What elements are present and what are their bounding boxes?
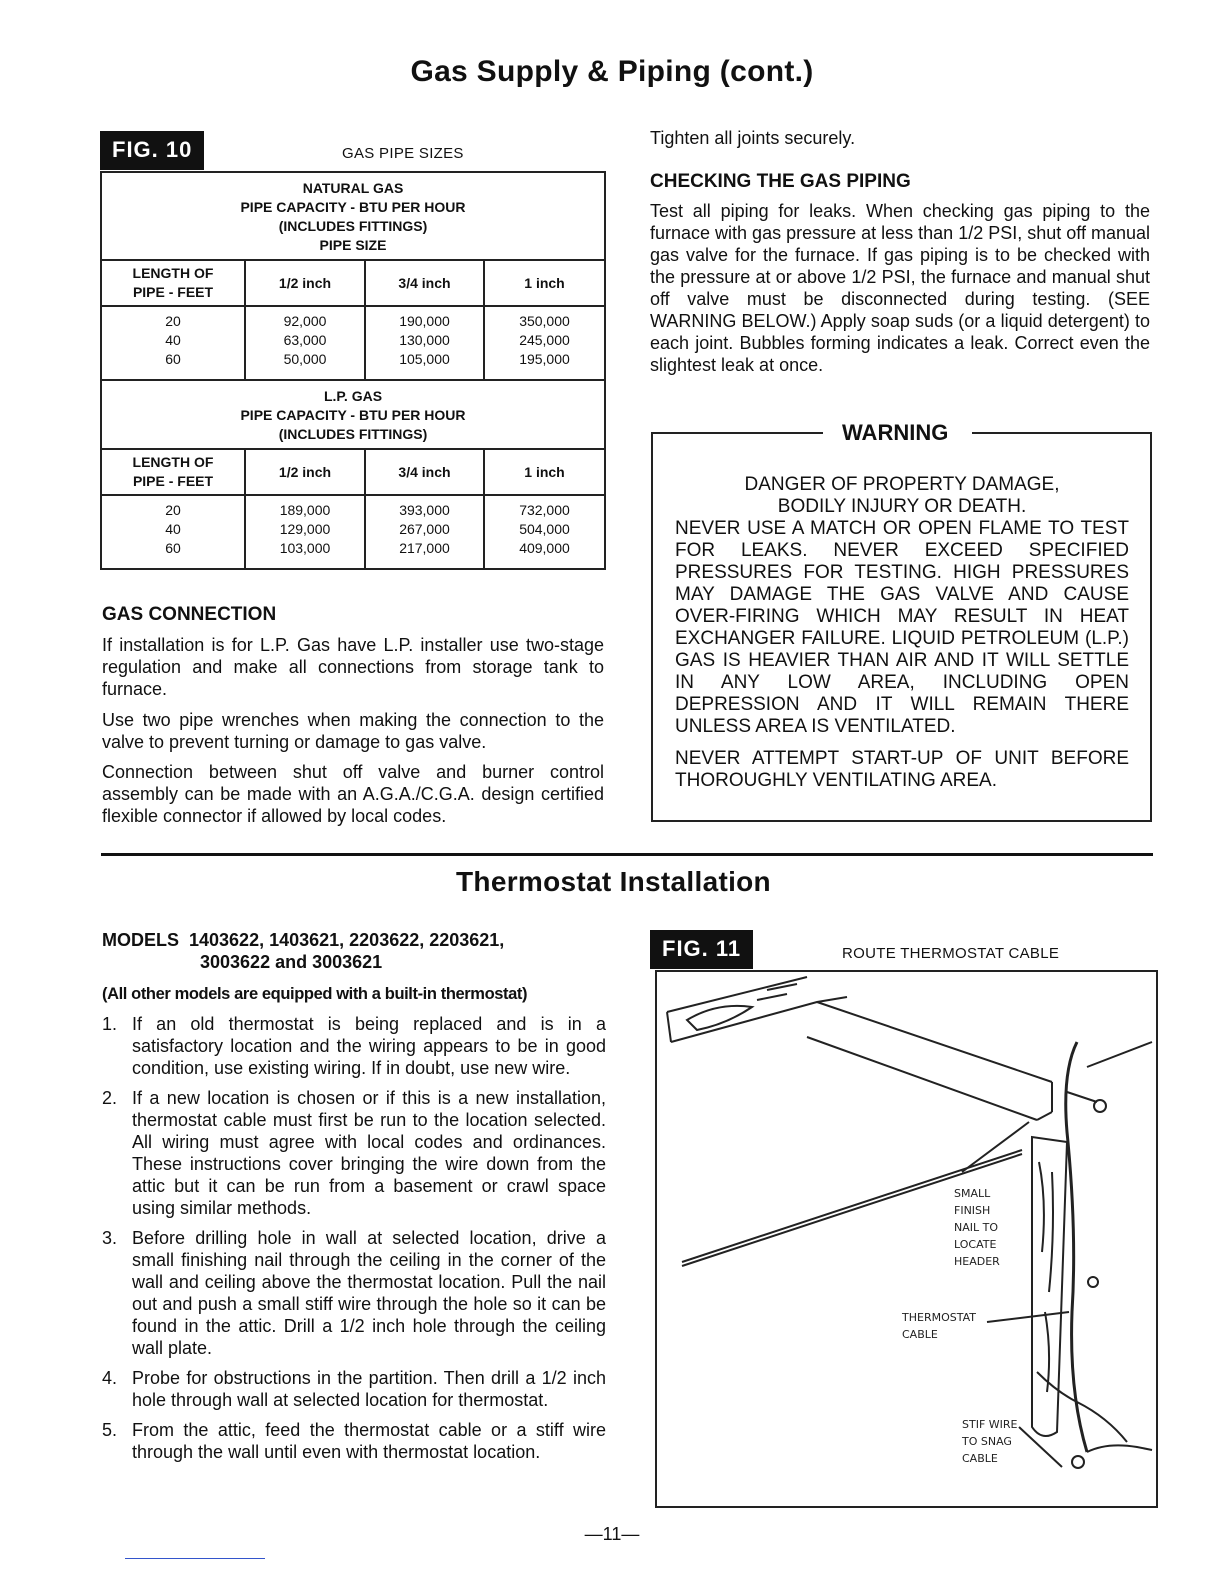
label-cable-2: CABLE	[902, 1328, 938, 1341]
lp-lengths: 20 40 60	[101, 495, 245, 569]
checking-gas-piping-text: Test all piping for leaks. When checking gas piping to the furnace with gas pressure at less than 1/2 PSI, shut off manual gas valve for the furnace. If gas piping is to be checked with the pressure at or above 1/2 PSI, the furnace and manual shut off valve must be disconnected during testing. (SEE WARNING BELOW.) Apply soap suds (or a liquid detergent) to each joint. Bubbles forming indicates a leak. Correct even the slightest leak at once.	[650, 201, 1150, 375]
list-item: 5. From the attic, feed the thermostat cable or a stiff wire through the wall until even with thermostat location.	[102, 1420, 606, 1462]
list-item: 3. Before drilling hole in wall at selected location, drive a small finishing nail through the ceiling in the corner of the wall and ceiling above the thermostat location. Pull the nail out and push a small stiff wire through the hole so it can be found in the attic. Drill a 1/2 inch hole through the ceiling wall plate.	[102, 1228, 606, 1358]
models-line-1: MODELS 1403622, 1403621, 2203622, 2203621,	[102, 930, 505, 950]
warning-title: WARNING	[842, 420, 949, 445]
label-wire-1: STIF WIRE	[962, 1418, 1018, 1431]
lp-one-values: 732,000 504,000 409,000	[484, 495, 605, 569]
warning-body-2: NEVER ATTEMPT START-UP OF UNIT BEFORE THOROUGHLY VENTILATING AREA.	[675, 748, 1129, 791]
size-one-inch: 1 inch	[484, 449, 605, 495]
page-number: —11—	[584, 1524, 640, 1544]
size-three-quarter-inch: 3/4 inch	[365, 449, 484, 495]
fig11-illustration	[655, 970, 1158, 1508]
size-three-quarter-inch: 3/4 inch	[365, 260, 484, 306]
gas-connection-heading: GAS CONNECTION	[102, 604, 277, 625]
lp-half-values: 189,000 129,000 103,000	[245, 495, 365, 569]
lp-three-quarter-values: 393,000 267,000 217,000	[365, 495, 484, 569]
lp-gas-header: L.P. GAS PIPE CAPACITY - BTU PER HOUR (INCLUDES FITTINGS)	[101, 380, 605, 449]
natural-half-values: 92,000 63,000 50,000	[245, 306, 365, 380]
list-item: 1. If an old thermostat is being replaced and is in a satisfactory location and the wiring appears to be in good condition, use existing wiring. If in doubt, use new wire.	[102, 1014, 606, 1078]
label-wire-2: TO SNAG	[962, 1435, 1012, 1448]
checking-gas-piping-heading: CHECKING THE GAS PIPING	[650, 171, 911, 192]
label-nail-3: NAIL TO	[954, 1221, 998, 1234]
tighten-joints-text: Tighten all joints securely.	[650, 128, 856, 148]
label-nail-2: FINISH	[954, 1204, 991, 1217]
gas-connection-para-1: If installation is for L.P. Gas have L.P. installer use two-stage regulation and make all connections from storage tank to furnace.	[102, 635, 604, 699]
list-item: 4. Probe for obstructions in the partition. Then drill a 1/2 inch hole through wall at selected location for thermostat.	[102, 1368, 606, 1410]
warning-line-1: DANGER OF PROPERTY DAMAGE,	[744, 474, 1060, 495]
warning-box	[651, 432, 1152, 822]
label-cable-1: THERMOSTAT	[902, 1311, 976, 1324]
thermostat-cable-drawing	[657, 972, 1156, 1506]
thermostat-section-title: Thermostat Installation	[456, 866, 771, 897]
gas-connection-para-3: Connection between shut off valve and burner control assembly can be made with an A.G.A./C.G.A. design certified flexible connector if allowed by local codes.	[102, 762, 604, 826]
label-nail-1: SMALL	[954, 1187, 991, 1200]
natural-lengths: 20 40 60	[101, 306, 245, 380]
gas-pipe-sizes-table	[100, 171, 606, 570]
models-line-2: 3003622 and 3003621	[200, 952, 383, 972]
fig11-badge: FIG. 11	[650, 930, 753, 969]
size-one-inch: 1 inch	[484, 260, 605, 306]
footer-line	[125, 1558, 265, 1559]
natural-gas-header: NATURAL GAS PIPE CAPACITY - BTU PER HOUR (INCLUDES FITTINGS) PIPE SIZE	[101, 172, 605, 260]
size-half-inch: 1/2 inch	[245, 260, 365, 306]
label-nail-5: HEADER	[954, 1255, 1000, 1268]
label-wire-3: CABLE	[962, 1452, 998, 1465]
page-title: Gas Supply & Piping (cont.)	[410, 55, 814, 88]
list-item: 2. If a new location is chosen or if this is a new installation, thermostat cable must first be run to the location selected. All wiring must agree with local codes and ordinances. These instructions cover bringing the wire down from the attic but it can be run from a basement or crawl space using similar methods.	[102, 1088, 606, 1218]
fig11-caption: ROUTE THERMOSTAT CABLE	[842, 945, 1060, 962]
natural-three-quarter-values: 190,000 130,000 105,000	[365, 306, 484, 380]
fig10-badge: FIG. 10	[100, 131, 204, 170]
built-in-thermostat-note: (All other models are equipped with a built-in thermostat)	[102, 985, 528, 1003]
section-divider	[101, 853, 1153, 856]
natural-one-values: 350,000 245,000 195,000	[484, 306, 605, 380]
warning-body: NEVER USE A MATCH OR OPEN FLAME TO TEST FOR LEAKS. NEVER EXCEED SPECIFIED PRESSURES FOR TESTING. HIGH PRESSURES MAY DAMAGE THE GAS VALVE AND CAUSE OVER-FIRING WHICH MAY RESULT IN HEAT EXCHANGER FAILURE. LIQUID PETROLEUM (L.P.) GAS IS HEAVIER THAN AIR AND IT WILL SETTLE IN ANY LOW AREA, INCLUDING OPEN DEPRESSION AND IT WILL REMAIN THERE UNLESS AREA IS VENTILATED.	[675, 518, 1129, 737]
size-half-inch: 1/2 inch	[245, 449, 365, 495]
warning-line-2: BODILY INJURY OR DEATH.	[777, 496, 1027, 517]
fig10-caption: GAS PIPE SIZES	[342, 145, 464, 162]
label-nail-4: LOCATE	[954, 1238, 997, 1251]
length-header: LENGTH OF PIPE - FEET	[101, 260, 245, 306]
thermostat-steps	[102, 1013, 606, 1471]
gas-connection-para-2: Use two pipe wrenches when making the connection to the valve to prevent turning or damage to gas valve.	[102, 710, 604, 752]
length-header: LENGTH OF PIPE - FEET	[101, 449, 245, 495]
